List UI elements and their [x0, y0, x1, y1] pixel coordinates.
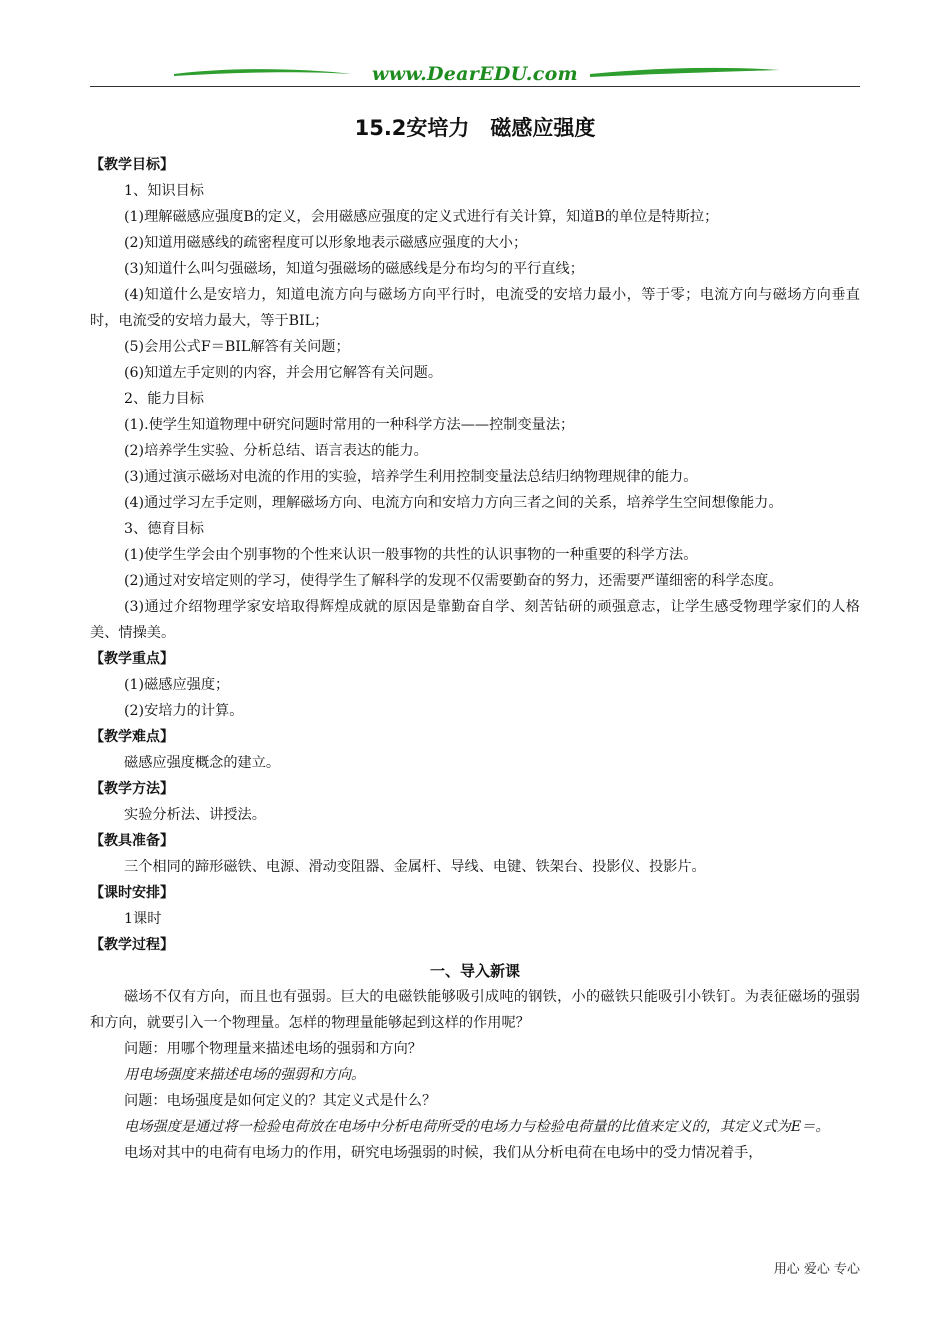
objectives-heading: 【教学目标】 — [90, 157, 174, 173]
section-title: 一、导入新课 — [429, 962, 520, 980]
tools-text: 三个相同的蹄形磁铁、电源、滑动变阻器、金属杆、导线、电键、铁架台、投影仪、投影片。 — [124, 859, 706, 875]
knowledge-item: (3)知道什么叫匀强磁场，知道匀强磁场的磁感线是分布均匀的平行直线； — [124, 261, 584, 277]
process-paragraph: 问题：电场强度是如何定义的？其定义式是什么？ — [124, 1093, 437, 1109]
method-text: 实验分析法、讲授法。 — [124, 807, 266, 823]
difficulty-text: 磁感应强度概念的建立。 — [124, 755, 281, 771]
process-paragraph: 磁场不仅有方向，而且也有强弱。巨大的电磁铁能够吸引成吨的钢铁，小的磁铁只能吸引小铁钉。为表征磁场的强弱和方向，就要引入一个物理量。怎样的物理量能够起到这样的作用呢？ — [90, 989, 860, 1031]
knowledge-item: (6)知道左手定则的内容，并会用它解答有关问题。 — [124, 365, 443, 381]
moral-label: 3、德育目标 — [124, 521, 204, 537]
process-paragraph: 电场对其中的电荷有电场力的作用，研究电场强弱的时候，我们从分析电荷在电场中的受力情况着手， — [124, 1145, 763, 1161]
knowledge-item: (5)会用公式F＝BIL解答有关问题； — [124, 339, 350, 355]
site-logo-text: www.DearEDU.com — [372, 63, 578, 85]
moral-item: (1)使学生学会由个别事物的个性来认识一般事物的共性的认识事物的一种重要的科学方法。 — [124, 547, 698, 563]
ability-label: 2、能力目标 — [124, 391, 204, 407]
schedule-heading: 【课时安排】 — [90, 885, 174, 901]
key-point-item: (1)磁感应强度； — [124, 677, 230, 693]
site-header — [90, 62, 860, 90]
page-title: 15.2安培力 磁感应强度 — [354, 116, 596, 140]
process-paragraph: 用电场强度来描述电场的强弱和方向。 — [124, 1067, 366, 1083]
schedule-text: 1课时 — [124, 911, 162, 927]
knowledge-label: 1、知识目标 — [124, 183, 204, 199]
key-point-item: (2)安培力的计算。 — [124, 703, 244, 719]
moral-item: (2)通过对安培定则的学习，使得学生了解科学的发现不仅需要勤奋的努力，还需要严谨细密的科学态度。 — [124, 573, 783, 589]
process-paragraph: 电场强度是通过将一检验电荷放在电场中分析电荷所受的电场力与检验电荷量的比值来定义的，其定义式为E＝。 — [124, 1119, 830, 1135]
ability-item: (1).使学生知道物理中研究问题时常用的一种科学方法——控制变量法； — [124, 417, 575, 433]
ability-item: (2)培养学生实验、分析总结、语言表达的能力。 — [124, 443, 428, 459]
ability-item: (3)通过演示磁场对电流的作用的实验，培养学生利用控制变量法总结归纳物理规律的能力。 — [124, 469, 698, 485]
method-heading: 【教学方法】 — [90, 781, 174, 797]
knowledge-item: (4)知道什么是安培力，知道电流方向与磁场方向平行时，电流受的安培力最小，等于零；电流方向与磁场方向垂直时，电流受的安培力最大，等于BIL； — [90, 287, 860, 329]
document-body — [90, 152, 860, 1166]
knowledge-item: (2)知道用磁感线的疏密程度可以形象地表示磁感应强度的大小； — [124, 235, 528, 251]
tools-heading: 【教具准备】 — [90, 833, 174, 849]
process-heading: 【教学过程】 — [90, 937, 174, 953]
ability-item: (4)通过学习左手定则，理解磁场方向、电流方向和安培力方向三者之间的关系，培养学生空间想像能力。 — [124, 495, 783, 511]
key-points-heading: 【教学重点】 — [90, 651, 174, 667]
process-paragraph: 问题：用哪个物理量来描述电场的强弱和方向？ — [124, 1041, 422, 1057]
page-footer: 用心 爱心 专心 — [773, 1262, 860, 1277]
knowledge-item: (1)理解磁感应强度B的定义，会用磁感应强度的定义式进行有关计算，知道B的单位是特斯拉； — [124, 209, 719, 225]
moral-item: (3)通过介绍物理学家安培取得辉煌成就的原因是靠勤奋自学、刻苦钻研的顽强意志，让学生感受物理学家们的人格美、情操美。 — [90, 599, 860, 641]
difficulty-heading: 【教学难点】 — [90, 729, 174, 745]
header-divider — [90, 86, 860, 87]
